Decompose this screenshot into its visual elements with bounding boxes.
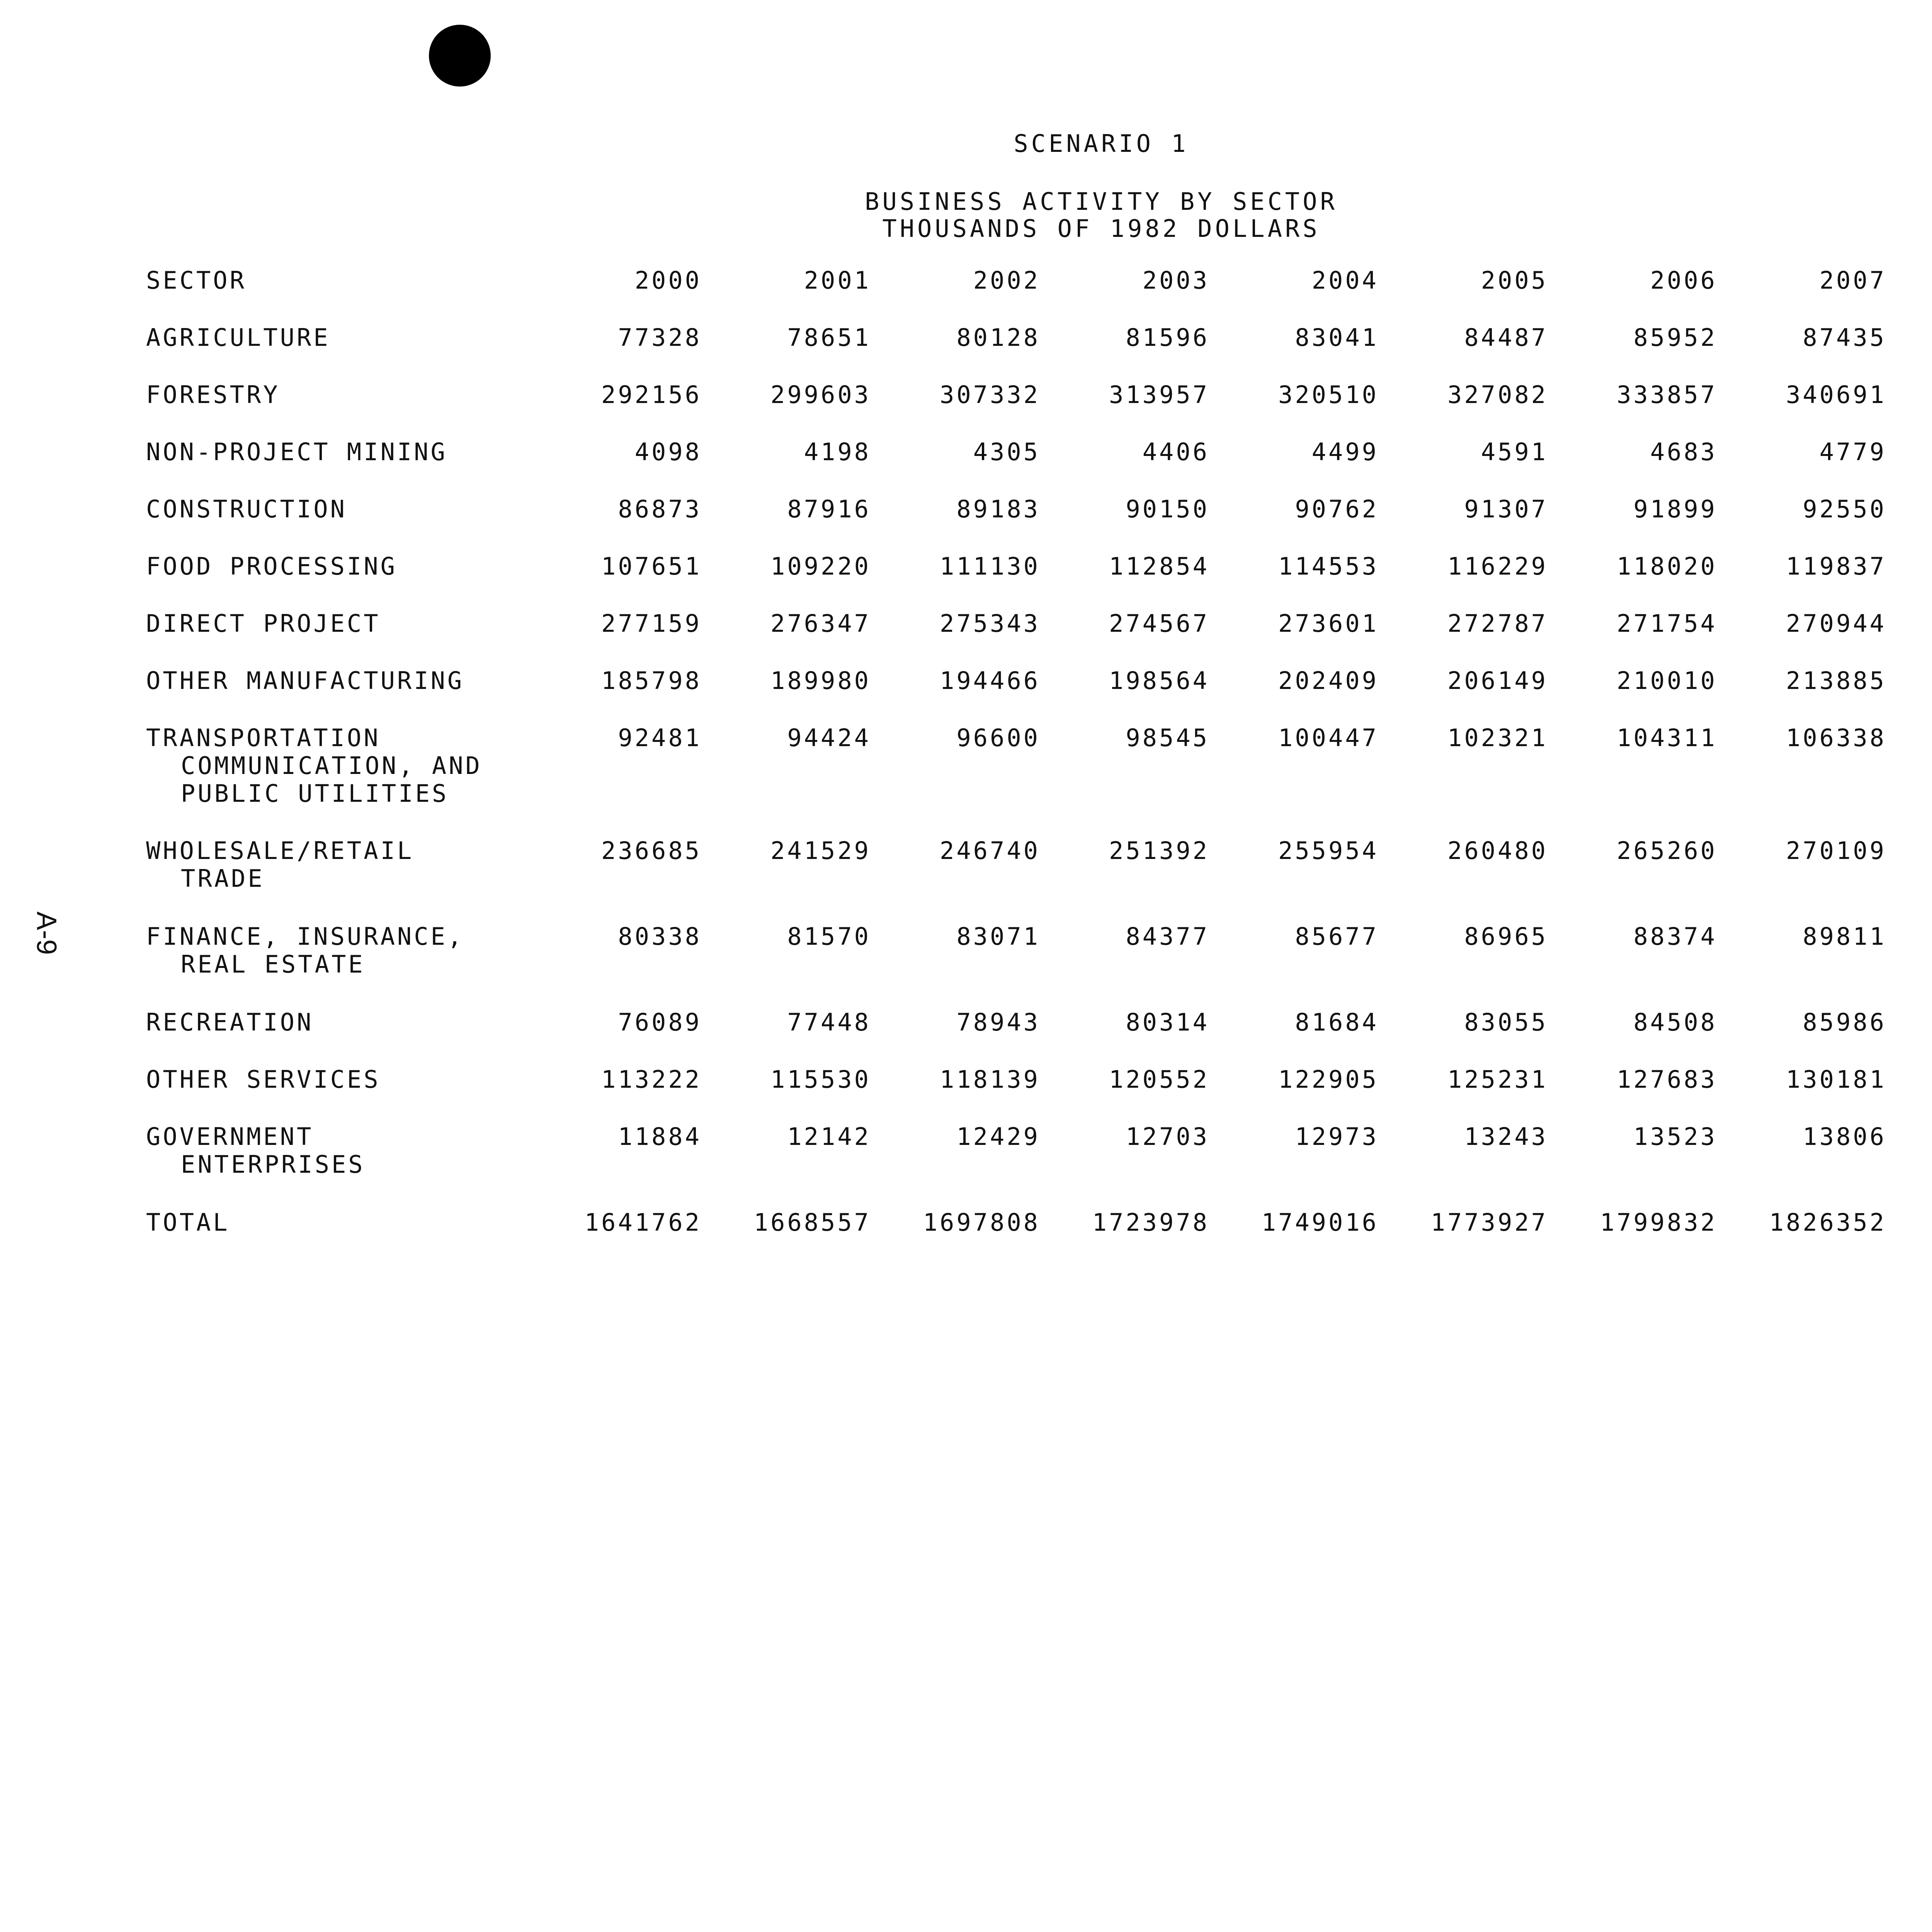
value-cell bbox=[1886, 381, 1932, 438]
sector-label bbox=[146, 1009, 532, 1066]
value-cell: 255954 bbox=[1278, 837, 1379, 865]
value-cell: 1799832 bbox=[1600, 1208, 1717, 1236]
total-row bbox=[146, 1209, 1932, 1266]
value-cell: 210010 bbox=[1617, 667, 1717, 695]
value-cell: 91899 bbox=[1633, 495, 1717, 523]
value-cell: 84487 bbox=[1464, 323, 1548, 352]
sector-name: DIRECT PROJECT bbox=[146, 609, 381, 638]
sector-label bbox=[146, 438, 532, 495]
sector-name: WHOLESALE/RETAIL bbox=[146, 837, 414, 865]
value-cell: 81684 bbox=[1295, 1008, 1379, 1036]
value-cell: 120552 bbox=[1109, 1065, 1209, 1094]
value-cell: 4098 bbox=[634, 438, 702, 466]
value-cell: 292156 bbox=[601, 381, 702, 409]
sector-name: FINANCE, INSURANCE, bbox=[146, 922, 464, 951]
value-cell: 273601 bbox=[1278, 609, 1379, 638]
value-cell: 1641762 bbox=[584, 1208, 702, 1236]
value-cell: 84377 bbox=[1126, 922, 1209, 951]
value-cell: 206149 bbox=[1447, 667, 1548, 695]
value-cell: 77448 bbox=[787, 1008, 871, 1036]
value-cell: 114553 bbox=[1278, 552, 1379, 580]
sector-name: TOTAL bbox=[146, 1208, 230, 1236]
table-row bbox=[146, 1009, 1932, 1066]
value-cell: 106338 bbox=[1786, 724, 1886, 752]
value-cell: 1697808 bbox=[923, 1208, 1040, 1236]
value-cell: 333857 bbox=[1617, 381, 1717, 409]
value-cell: 118020 bbox=[1617, 552, 1717, 580]
value-cell bbox=[1886, 553, 1932, 610]
value-cell: 12142 bbox=[787, 1122, 871, 1151]
value-cell: 13523 bbox=[1633, 1122, 1717, 1151]
value-cell: 202409 bbox=[1278, 667, 1379, 695]
value-cell: 1826352 bbox=[1769, 1208, 1886, 1236]
value-cell: 4499 bbox=[1311, 438, 1379, 466]
sector-label bbox=[146, 381, 532, 438]
value-cell: 12973 bbox=[1295, 1122, 1379, 1151]
value-cell: 83071 bbox=[956, 922, 1040, 951]
year-column-header bbox=[1886, 267, 1932, 324]
value-cell: 86873 bbox=[618, 495, 702, 523]
value-cell: 104311 bbox=[1617, 724, 1717, 752]
value-cell: 122905 bbox=[1278, 1065, 1379, 1094]
value-cell bbox=[1886, 837, 1932, 923]
value-cell: 213885 bbox=[1786, 667, 1886, 695]
sector-label bbox=[146, 1066, 532, 1123]
sector-name-continuation: PUBLIC UTILITIES bbox=[181, 779, 449, 808]
value-cell bbox=[1886, 610, 1932, 667]
value-cell: 198564 bbox=[1109, 667, 1209, 695]
sector-name-continuation: TRADE bbox=[181, 864, 265, 893]
value-cell: 270109 bbox=[1786, 837, 1886, 865]
value-cell: 94424 bbox=[787, 724, 871, 752]
table-row bbox=[146, 610, 1932, 667]
value-cell: 80314 bbox=[1126, 1008, 1209, 1036]
value-cell bbox=[1886, 1209, 1932, 1266]
value-cell: 1723978 bbox=[1092, 1208, 1209, 1236]
sector-name: NON-PROJECT MINING bbox=[146, 438, 447, 466]
table-subtitle: THOUSANDS OF 1982 DOLLARS bbox=[882, 214, 1320, 243]
value-cell: 81570 bbox=[787, 922, 871, 951]
value-cell: 89183 bbox=[956, 495, 1040, 523]
value-cell: 12429 bbox=[956, 1122, 1040, 1151]
value-cell: 4406 bbox=[1142, 438, 1209, 466]
value-cell bbox=[1886, 667, 1932, 724]
year-column-header: 2002 bbox=[973, 266, 1040, 294]
value-cell: 299603 bbox=[770, 381, 871, 409]
value-cell: 241529 bbox=[770, 837, 871, 865]
value-cell: 77328 bbox=[618, 323, 702, 352]
year-column-header: 2007 bbox=[1819, 266, 1886, 294]
sector-label bbox=[146, 837, 532, 923]
value-cell: 4779 bbox=[1819, 438, 1886, 466]
value-cell: 4683 bbox=[1650, 438, 1717, 466]
sector-label bbox=[146, 553, 532, 610]
value-cell: 78943 bbox=[956, 1008, 1040, 1036]
year-column-header: 2005 bbox=[1481, 266, 1548, 294]
value-cell: 13243 bbox=[1464, 1122, 1548, 1151]
table-row bbox=[146, 495, 1932, 553]
value-cell: 236685 bbox=[601, 837, 702, 865]
table-row bbox=[146, 1066, 1932, 1123]
value-cell: 271754 bbox=[1617, 609, 1717, 638]
sector-name-continuation: REAL ESTATE bbox=[181, 950, 365, 978]
value-cell bbox=[1886, 324, 1932, 381]
sector-label bbox=[146, 610, 532, 667]
table-body bbox=[146, 324, 1932, 1266]
value-cell: 277159 bbox=[601, 609, 702, 638]
value-cell: 13806 bbox=[1803, 1122, 1886, 1151]
value-cell: 11884 bbox=[618, 1122, 702, 1151]
value-cell: 81596 bbox=[1126, 323, 1209, 352]
value-cell: 275343 bbox=[940, 609, 1040, 638]
table-title: BUSINESS ACTIVITY BY SECTOR bbox=[865, 187, 1338, 216]
value-cell: 107651 bbox=[601, 552, 702, 580]
value-cell: 87435 bbox=[1803, 323, 1886, 352]
value-cell: 1773927 bbox=[1430, 1208, 1548, 1236]
value-cell: 251392 bbox=[1109, 837, 1209, 865]
year-column-header: 2003 bbox=[1142, 266, 1209, 294]
value-cell: 307332 bbox=[940, 381, 1040, 409]
value-cell: 194466 bbox=[940, 667, 1040, 695]
year-column-header: 2006 bbox=[1650, 266, 1717, 294]
value-cell: 313957 bbox=[1109, 381, 1209, 409]
sector-label bbox=[146, 324, 532, 381]
value-cell: 83055 bbox=[1464, 1008, 1548, 1036]
table-row bbox=[146, 923, 1932, 1009]
value-cell: 125231 bbox=[1447, 1065, 1548, 1094]
value-cell bbox=[1886, 1066, 1932, 1123]
value-cell: 89811 bbox=[1803, 922, 1886, 951]
value-cell: 246740 bbox=[940, 837, 1040, 865]
value-cell: 4305 bbox=[973, 438, 1040, 466]
value-cell: 92481 bbox=[618, 724, 702, 752]
value-cell: 1668557 bbox=[753, 1208, 871, 1236]
value-cell: 102321 bbox=[1447, 724, 1548, 752]
value-cell: 274567 bbox=[1109, 609, 1209, 638]
value-cell: 112854 bbox=[1109, 552, 1209, 580]
value-cell: 90150 bbox=[1126, 495, 1209, 523]
table-row bbox=[146, 438, 1932, 495]
value-cell: 109220 bbox=[770, 552, 871, 580]
value-cell: 189980 bbox=[770, 667, 871, 695]
value-cell: 80338 bbox=[618, 922, 702, 951]
sector-label bbox=[146, 667, 532, 724]
value-cell: 85952 bbox=[1633, 323, 1717, 352]
value-cell bbox=[1886, 724, 1932, 837]
value-cell: 115530 bbox=[770, 1065, 871, 1094]
sector-name: FORESTRY bbox=[146, 381, 280, 409]
table-row bbox=[146, 837, 1932, 923]
value-cell: 272787 bbox=[1447, 609, 1548, 638]
table-header-row bbox=[146, 267, 1932, 324]
value-cell: 113222 bbox=[601, 1065, 702, 1094]
value-cell: 4198 bbox=[804, 438, 871, 466]
table-row bbox=[146, 1123, 1932, 1209]
value-cell: 92550 bbox=[1803, 495, 1886, 523]
table-row bbox=[146, 553, 1932, 610]
sector-column-header: SECTOR bbox=[146, 266, 247, 294]
value-cell: 276347 bbox=[770, 609, 871, 638]
sector-label bbox=[146, 923, 532, 1009]
sector-name-continuation: COMMUNICATION, AND bbox=[181, 752, 482, 780]
table-row bbox=[146, 724, 1932, 837]
value-cell bbox=[1886, 1123, 1932, 1209]
value-cell: 320510 bbox=[1278, 381, 1379, 409]
value-cell: 80128 bbox=[956, 323, 1040, 352]
year-column-header: 2001 bbox=[804, 266, 871, 294]
value-cell: 90762 bbox=[1295, 495, 1379, 523]
sector-label bbox=[146, 1209, 532, 1266]
value-cell: 83041 bbox=[1295, 323, 1379, 352]
value-cell: 127683 bbox=[1617, 1065, 1717, 1094]
year-column-header: 2000 bbox=[634, 266, 702, 294]
table-row bbox=[146, 381, 1932, 438]
value-cell: 91307 bbox=[1464, 495, 1548, 523]
sector-name: AGRICULTURE bbox=[146, 323, 330, 352]
value-cell: 119837 bbox=[1786, 552, 1886, 580]
value-cell: 12703 bbox=[1126, 1122, 1209, 1151]
value-cell: 78651 bbox=[787, 323, 871, 352]
value-cell: 327082 bbox=[1447, 381, 1548, 409]
sector-name: OTHER MANUFACTURING bbox=[146, 667, 464, 695]
value-cell: 118139 bbox=[940, 1065, 1040, 1094]
value-cell: 84508 bbox=[1633, 1008, 1717, 1036]
value-cell bbox=[1886, 1009, 1932, 1066]
sector-name: OTHER SERVICES bbox=[146, 1065, 381, 1094]
value-cell: 86965 bbox=[1464, 922, 1548, 951]
value-cell: 87916 bbox=[787, 495, 871, 523]
value-cell: 96600 bbox=[956, 724, 1040, 752]
value-cell: 265260 bbox=[1617, 837, 1717, 865]
value-cell: 116229 bbox=[1447, 552, 1548, 580]
value-cell: 340691 bbox=[1786, 381, 1886, 409]
sector-name: FOOD PROCESSING bbox=[146, 552, 397, 580]
scenario-title: SCENARIO 1 bbox=[1014, 129, 1189, 158]
page-number: A-9 bbox=[31, 911, 62, 955]
value-cell: 4591 bbox=[1481, 438, 1548, 466]
value-cell bbox=[1886, 923, 1932, 1009]
sector-label bbox=[146, 724, 532, 837]
sector-name: TRANSPORTATION bbox=[146, 724, 381, 752]
sector-name: RECREATION bbox=[146, 1008, 314, 1036]
value-cell: 130181 bbox=[1786, 1065, 1886, 1094]
value-cell: 85677 bbox=[1295, 922, 1379, 951]
year-column-header: 2004 bbox=[1311, 266, 1379, 294]
value-cell bbox=[1886, 495, 1932, 553]
value-cell bbox=[1886, 438, 1932, 495]
value-cell: 98545 bbox=[1126, 724, 1209, 752]
value-cell: 85986 bbox=[1803, 1008, 1886, 1036]
table-row bbox=[146, 667, 1932, 724]
value-cell: 270944 bbox=[1786, 609, 1886, 638]
value-cell: 76089 bbox=[618, 1008, 702, 1036]
sector-label bbox=[146, 1123, 532, 1209]
value-cell: 1749016 bbox=[1261, 1208, 1379, 1236]
sector-name: GOVERNMENT bbox=[146, 1122, 314, 1151]
value-cell: 100447 bbox=[1278, 724, 1379, 752]
table-row bbox=[146, 324, 1932, 381]
business-activity-table bbox=[146, 267, 1932, 1266]
sector-label bbox=[146, 495, 532, 553]
value-cell: 260480 bbox=[1447, 837, 1548, 865]
sector-name: CONSTRUCTION bbox=[146, 495, 347, 523]
value-cell: 185798 bbox=[601, 667, 702, 695]
sector-name-continuation: ENTERPRISES bbox=[181, 1150, 365, 1179]
punch-hole-left bbox=[429, 25, 491, 87]
value-cell: 111130 bbox=[940, 552, 1040, 580]
value-cell: 88374 bbox=[1633, 922, 1717, 951]
